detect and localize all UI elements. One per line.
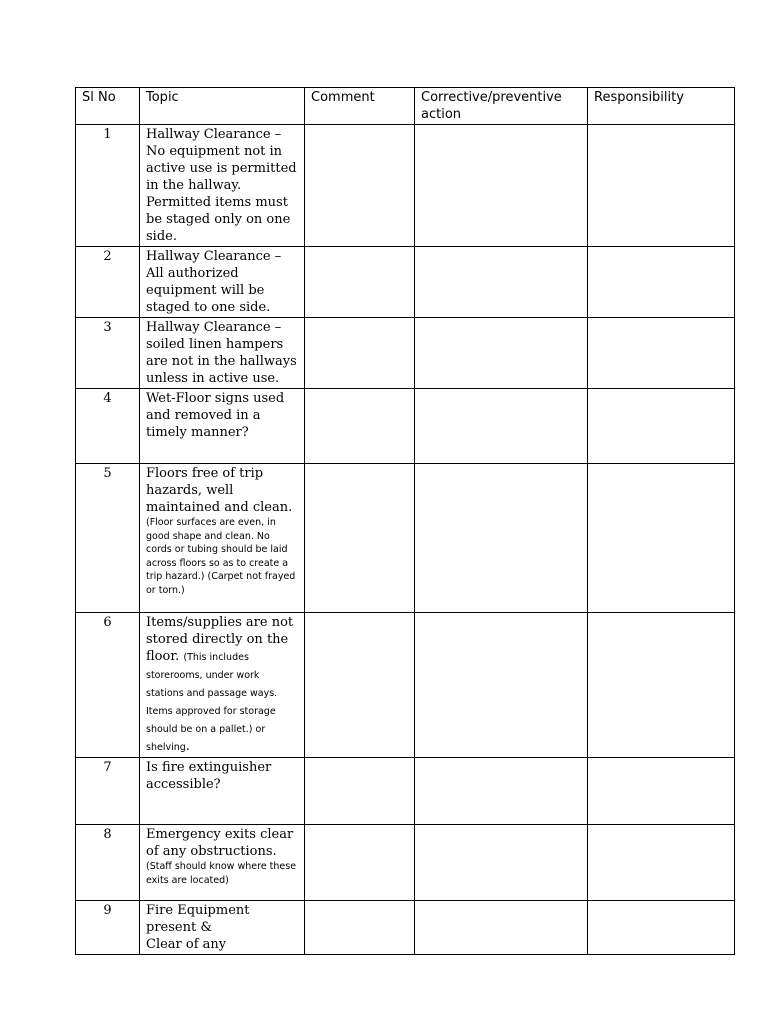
row-number: 2 — [76, 247, 140, 318]
responsibility-cell[interactable] — [588, 247, 735, 318]
table-row — [76, 247, 735, 318]
header-sl-no: Sl No — [76, 88, 140, 125]
row-number: 4 — [76, 389, 140, 464]
topic-cell: Wet-Floor signs used and removed in a timely manner? — [140, 389, 305, 464]
table-row — [76, 901, 735, 955]
topic-note: (Staff should know where these exits are located) — [146, 861, 297, 886]
table-row — [76, 389, 735, 464]
responsibility-cell[interactable] — [588, 825, 735, 901]
header-corrective-action: Corrective/preventive action — [415, 88, 588, 125]
comment-cell[interactable] — [305, 125, 415, 247]
comment-cell[interactable] — [305, 247, 415, 318]
topic-line: present & — [146, 920, 212, 935]
comment-cell[interactable] — [305, 901, 415, 955]
corrective-action-cell[interactable] — [415, 464, 588, 613]
topic-cell — [140, 464, 305, 613]
topic-note: (Floor surfaces are even, in good shape and clean. No cords or tubing should be laid across floors so as to create a trip hazard.) (Carpet not frayed or torn.) — [146, 517, 296, 596]
row-number: 6 — [76, 613, 140, 758]
table-row — [76, 318, 735, 389]
topic-cell — [140, 613, 305, 758]
table-row — [76, 613, 735, 758]
topic-note: (This includes storerooms, under work stations and passage ways. Items approved for storage should be on a pallet.) or shelving — [146, 652, 278, 753]
header-responsibility: Responsibility — [588, 88, 735, 125]
row-number: 1 — [76, 125, 140, 247]
header-row — [76, 88, 735, 125]
header-comment: Comment — [305, 88, 415, 125]
topic-text: Emergency exits clear of any obstructions. — [146, 827, 294, 859]
corrective-action-cell[interactable] — [415, 758, 588, 825]
row-number: 7 — [76, 758, 140, 825]
comment-cell[interactable] — [305, 758, 415, 825]
comment-cell[interactable] — [305, 613, 415, 758]
corrective-action-cell[interactable] — [415, 389, 588, 464]
header-topic: Topic — [140, 88, 305, 125]
corrective-action-cell[interactable] — [415, 613, 588, 758]
responsibility-cell[interactable] — [588, 125, 735, 247]
table-row — [76, 125, 735, 247]
safety-checklist-table — [75, 87, 735, 955]
corrective-action-cell[interactable] — [415, 247, 588, 318]
topic-cell: Hallway Clearance – soiled linen hampers are not in the hallways unless in active use. — [140, 318, 305, 389]
corrective-action-cell[interactable] — [415, 825, 588, 901]
responsibility-cell[interactable] — [588, 389, 735, 464]
table-row — [76, 825, 735, 901]
topic-text: Items/supplies are not stored directly on the floor. — [146, 615, 294, 664]
topic-cell — [140, 901, 305, 955]
comment-cell[interactable] — [305, 464, 415, 613]
topic-tail: . — [185, 739, 190, 754]
topic-cell: Hallway Clearance – No equipment not in active use is permitted in the hallway. Permitted items must be staged only on one side. — [140, 125, 305, 247]
topic-cell: Is fire extinguisher accessible? — [140, 758, 305, 825]
topic-line: Clear of any — [146, 937, 227, 952]
table-row — [76, 758, 735, 825]
row-number: 5 — [76, 464, 140, 613]
topic-line: Fire Equipment — [146, 903, 250, 918]
comment-cell[interactable] — [305, 318, 415, 389]
topic-cell: Hallway Clearance – All authorized equipment will be staged to one side. — [140, 247, 305, 318]
row-number: 8 — [76, 825, 140, 901]
responsibility-cell[interactable] — [588, 318, 735, 389]
responsibility-cell[interactable] — [588, 464, 735, 613]
responsibility-cell[interactable] — [588, 758, 735, 825]
corrective-action-cell[interactable] — [415, 125, 588, 247]
comment-cell[interactable] — [305, 825, 415, 901]
responsibility-cell[interactable] — [588, 901, 735, 955]
responsibility-cell[interactable] — [588, 613, 735, 758]
table-row — [76, 464, 735, 613]
corrective-action-cell[interactable] — [415, 318, 588, 389]
row-number: 3 — [76, 318, 140, 389]
topic-text: Floors free of trip hazards, well maintained and clean. — [146, 466, 293, 515]
row-number: 9 — [76, 901, 140, 955]
topic-cell — [140, 825, 305, 901]
comment-cell[interactable] — [305, 389, 415, 464]
corrective-action-cell[interactable] — [415, 901, 588, 955]
